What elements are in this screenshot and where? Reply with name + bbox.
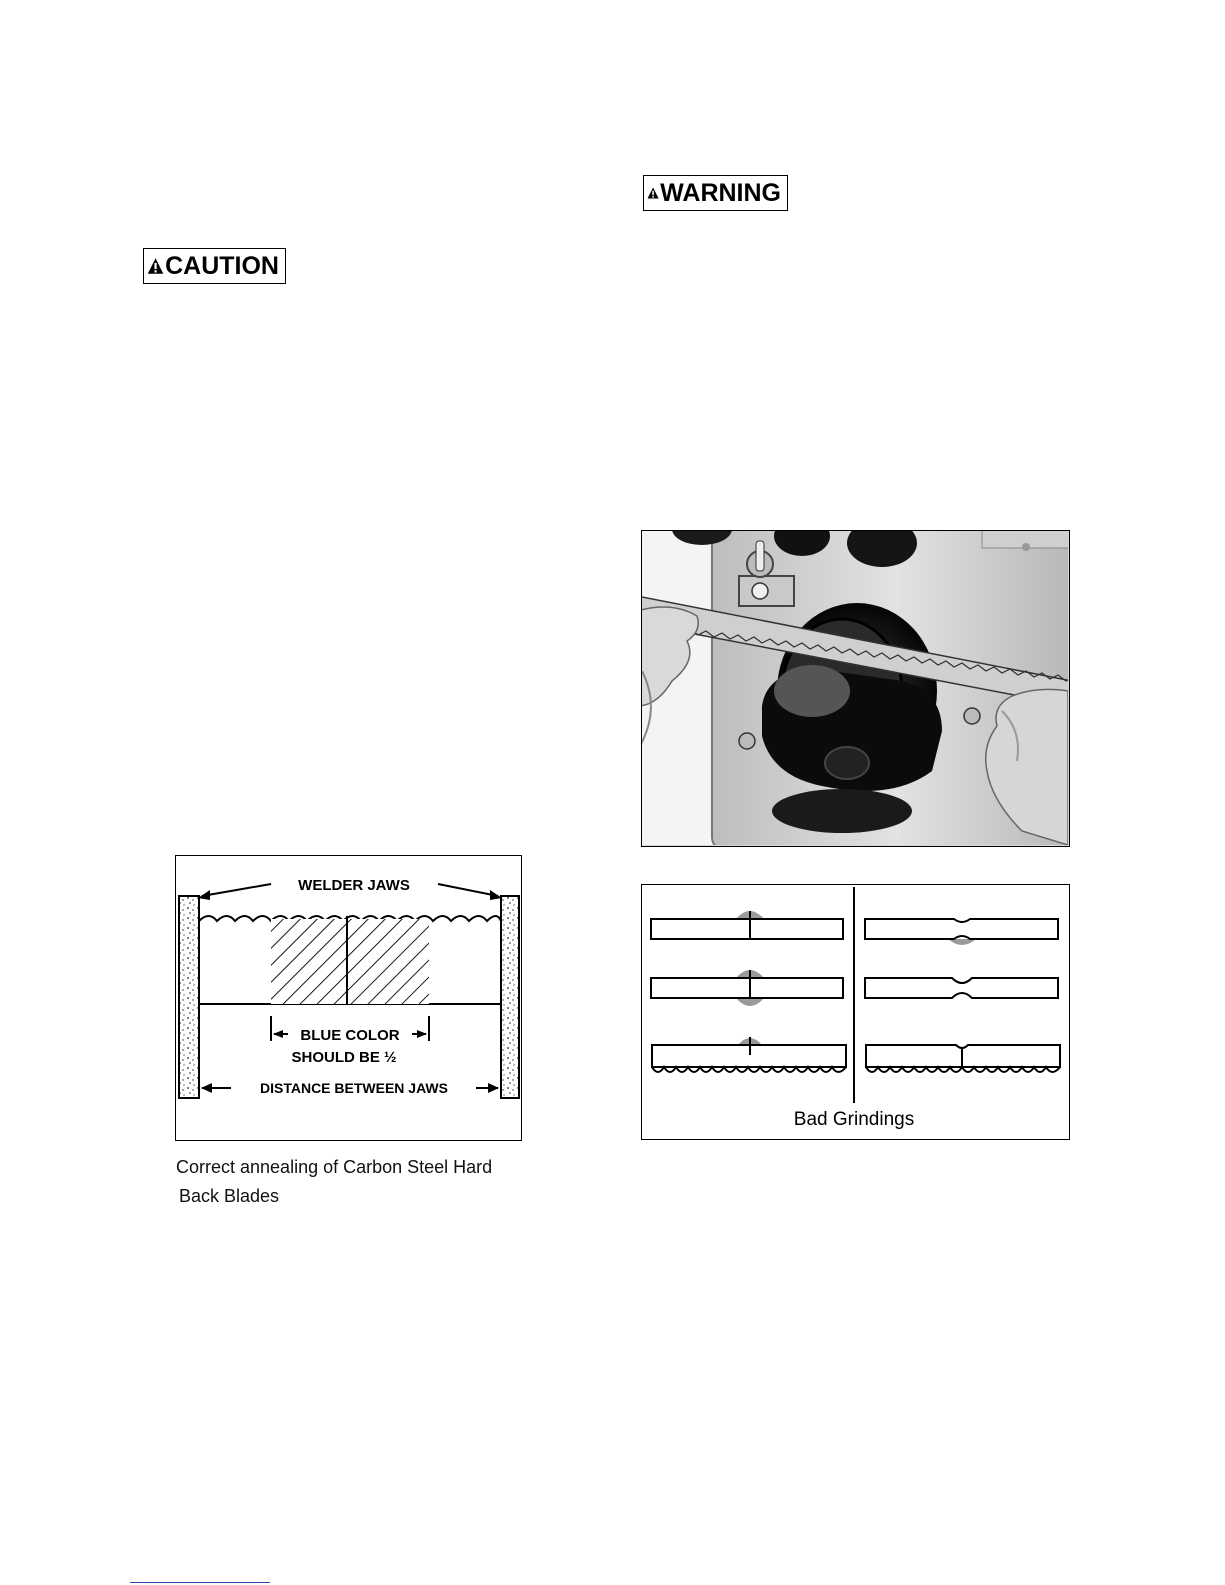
distance-label: DISTANCE BETWEEN JAWS bbox=[260, 1080, 448, 1096]
annealing-caption-line2: Back Blades bbox=[179, 1186, 280, 1206]
caution-badge bbox=[143, 248, 286, 284]
welder-jaws-label: WELDER JAWS bbox=[298, 877, 410, 894]
warning-badge bbox=[643, 175, 788, 211]
blade-grinder-photo bbox=[641, 530, 1070, 847]
annealing-caption-line1: Correct annealing of Carbon Steel Hard bbox=[176, 1157, 493, 1177]
warning-label: WARNING bbox=[660, 178, 781, 207]
bad-grindings-illustration bbox=[642, 885, 1068, 1138]
caution-label: CAUTION bbox=[165, 251, 279, 280]
bad-grindings-diagram bbox=[641, 884, 1070, 1140]
bad-grindings-caption: Bad Grindings bbox=[793, 1109, 915, 1130]
annealing-diagram bbox=[175, 855, 522, 1141]
blue-color-label: BLUE COLOR bbox=[300, 1027, 400, 1044]
grinder-photo-illustration bbox=[642, 531, 1068, 845]
footnote-rule bbox=[130, 1582, 270, 1583]
should-be-label: SHOULD BE ½ bbox=[291, 1049, 397, 1066]
warning-triangle-icon bbox=[147, 255, 164, 277]
annealing-illustration bbox=[176, 856, 520, 1139]
warning-triangle-icon bbox=[647, 182, 659, 204]
